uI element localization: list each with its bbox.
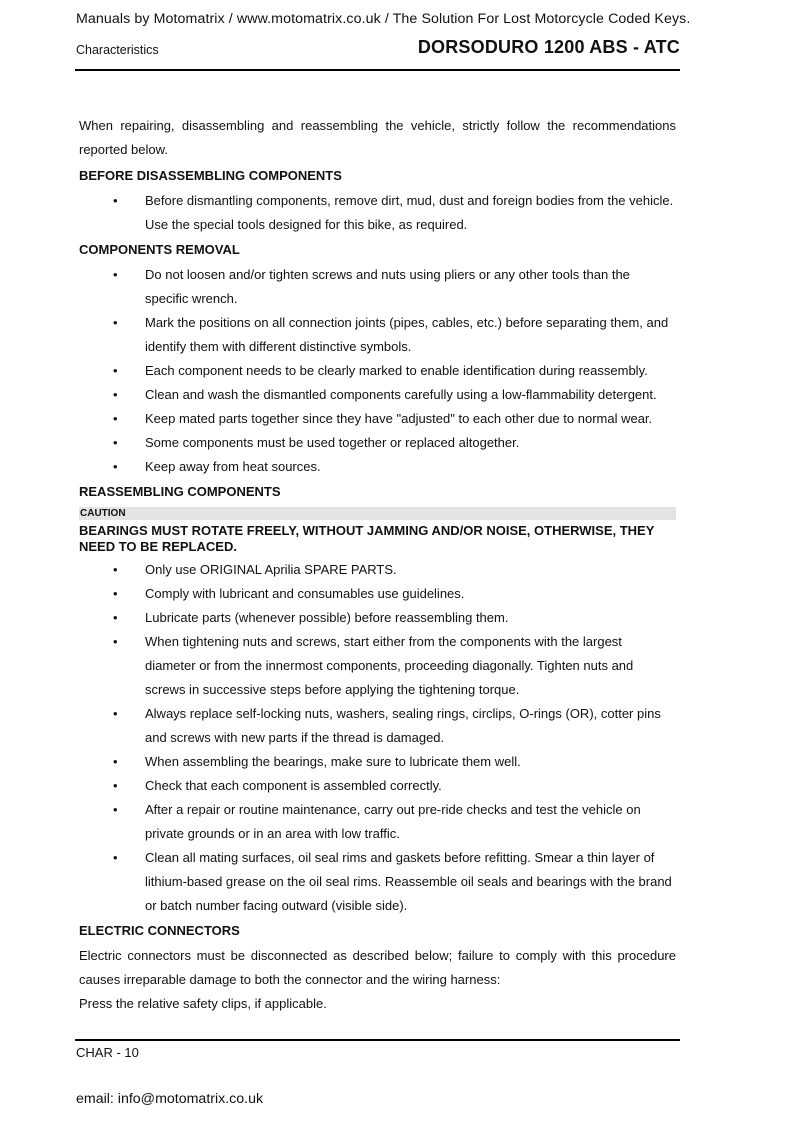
list-item-text: Lubricate parts (whenever possible) before reassembling them. bbox=[145, 610, 509, 625]
list-item-text: When tightening nuts and screws, start either from the components with the largest diameter or from the innermost components, proceeding diagonally. Tighten nuts and screws in successive steps before applying the tightening torque. bbox=[145, 634, 634, 697]
list-item-text: Before dismantling components, remove dirt, mud, dust and foreign bodies from the vehicle. Use the special tools designed for this bike, as required. bbox=[145, 193, 674, 232]
heading-electric-connectors: ELECTRIC CONNECTORS bbox=[79, 923, 240, 938]
list-item-text: Only use ORIGINAL Aprilia SPARE PARTS. bbox=[145, 562, 397, 577]
list-item bbox=[79, 582, 676, 606]
list-item-text: Check that each component is assembled correctly. bbox=[145, 778, 442, 793]
footer-email: email: info@motomatrix.co.uk bbox=[76, 1091, 264, 1107]
electric-connectors-paragraph: Electric connectors must be disconnected as described below; failure to comply with this procedure causes irreparable damage to both the connector and the wiring harness: bbox=[79, 948, 676, 987]
list-item bbox=[79, 407, 676, 431]
bullet-icon: • bbox=[113, 387, 118, 402]
caution-label: CAUTION bbox=[79, 507, 676, 520]
list-item-text: Clean all mating surfaces, oil seal rims and gaskets before refitting. Smear a thin layer of lithium-based grease on the oil seal rims. Reassemble oil seals and bearings with the brand or batch number facing outward (visible side). bbox=[145, 850, 672, 913]
header-rule bbox=[75, 69, 680, 71]
list-item bbox=[79, 189, 676, 237]
list-item bbox=[79, 630, 676, 702]
header-source-line: Manuals by Motomatrix / www.motomatrix.co.uk / The Solution For Lost Motorcycle Coded Keys. bbox=[76, 11, 691, 27]
list-item-text: Each component needs to be clearly marked to enable identification during reassembly. bbox=[145, 363, 648, 378]
bullet-icon: • bbox=[113, 363, 118, 378]
bullet-icon: • bbox=[113, 411, 118, 426]
electric-connectors-instruction: Press the relative safety clips, if applicable. bbox=[79, 996, 327, 1011]
list-item bbox=[79, 311, 676, 359]
list-item bbox=[79, 558, 676, 582]
intro-paragraph: When repairing, disassembling and reassembling the vehicle, strictly follow the recommendations reported below. bbox=[79, 118, 676, 157]
before-disassembling-list bbox=[79, 189, 676, 237]
list-item bbox=[79, 383, 676, 407]
list-item-text: Some components must be used together or replaced altogether. bbox=[145, 435, 520, 450]
list-item-text: After a repair or routine maintenance, carry out pre-ride checks and test the vehicle on private grounds or in an area with low traffic. bbox=[145, 802, 641, 841]
list-item-text: Always replace self-locking nuts, washers, sealing rings, circlips, O-rings (OR), cotter pins and screws with new parts if the thread is damaged. bbox=[145, 706, 661, 745]
page-number: CHAR - 10 bbox=[76, 1045, 139, 1060]
list-item-text: Comply with lubricant and consumables use guidelines. bbox=[145, 586, 465, 601]
heading-before-disassembling: BEFORE DISASSEMBLING COMPONENTS bbox=[79, 168, 342, 183]
components-removal-list bbox=[79, 263, 676, 479]
bullet-icon: • bbox=[113, 459, 118, 474]
list-item bbox=[79, 431, 676, 455]
list-item-text: Keep mated parts together since they have "adjusted" to each other due to normal wear. bbox=[145, 411, 653, 426]
bullet-icon: • bbox=[113, 267, 118, 282]
list-item bbox=[79, 798, 676, 846]
list-item bbox=[79, 263, 676, 311]
list-item bbox=[79, 846, 676, 918]
list-item bbox=[79, 455, 676, 479]
bearing-warning: BEARINGS MUST ROTATE FREELY, WITHOUT JAMMING AND/OR NOISE, OTHERWISE, THEY NEED TO BE REPLACED. bbox=[79, 523, 655, 554]
reassembling-list bbox=[79, 558, 676, 918]
bullet-icon: • bbox=[113, 802, 118, 817]
bullet-icon: • bbox=[113, 315, 118, 330]
footer-rule bbox=[75, 1039, 680, 1041]
page-content bbox=[79, 114, 676, 1016]
heading-components-removal: COMPONENTS REMOVAL bbox=[79, 242, 240, 257]
list-item bbox=[79, 774, 676, 798]
bullet-icon: • bbox=[113, 706, 118, 721]
heading-reassembling: REASSEMBLING COMPONENTS bbox=[79, 484, 281, 499]
document-title: DORSODURO 1200 ABS - ATC bbox=[417, 37, 680, 57]
bullet-icon: • bbox=[113, 193, 118, 208]
list-item-text: Keep away from heat sources. bbox=[145, 459, 321, 474]
list-item bbox=[79, 606, 676, 630]
bullet-icon: • bbox=[113, 850, 118, 865]
bullet-icon: • bbox=[113, 610, 118, 625]
list-item bbox=[79, 750, 676, 774]
list-item bbox=[79, 702, 676, 750]
bullet-icon: • bbox=[113, 754, 118, 769]
list-item-text: When assembling the bearings, make sure to lubricate them well. bbox=[145, 754, 521, 769]
bullet-icon: • bbox=[113, 634, 118, 649]
bullet-icon: • bbox=[113, 778, 118, 793]
bullet-icon: • bbox=[113, 586, 118, 601]
bullet-icon: • bbox=[113, 435, 118, 450]
bullet-icon: • bbox=[113, 562, 118, 577]
list-item-text: Do not loosen and/or tighten screws and nuts using pliers or any other tools than the specific wrench. bbox=[145, 267, 630, 306]
list-item bbox=[79, 359, 676, 383]
list-item-text: Clean and wash the dismantled components carefully using a low-flammability detergent. bbox=[145, 387, 657, 402]
section-name: Characteristics bbox=[76, 43, 159, 57]
list-item-text: Mark the positions on all connection joints (pipes, cables, etc.) before separating them, and identify them with different distinctive symbols. bbox=[145, 315, 669, 354]
